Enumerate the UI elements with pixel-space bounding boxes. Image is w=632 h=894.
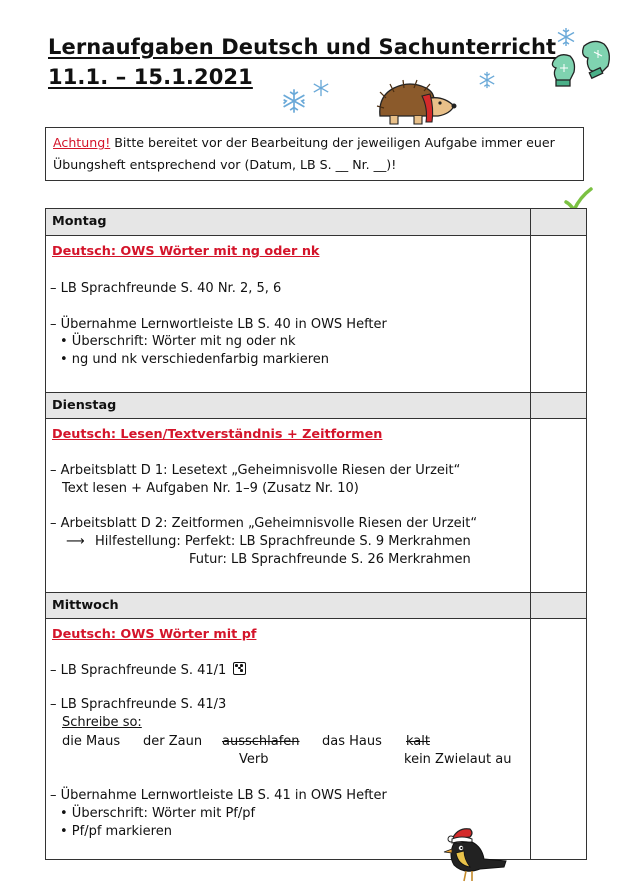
bullet-mittwoch-1: • Überschrift: Wörter mit Pf/pf <box>60 806 256 821</box>
weekly-plan-table <box>45 208 587 860</box>
mittens-icon <box>550 36 614 90</box>
notice-text-1: Bitte bereitet vor der Bearbeitung der jeweiligen Aufgabe immer euer <box>110 135 555 150</box>
snowflake-icon <box>281 88 307 114</box>
task-montag-2: – Übernahme Lernwortleiste LB S. 40 in OWS Hefter <box>50 317 387 332</box>
task-dienstag-2: – Arbeitsblatt D 2: Zeitformen „Geheimnisvolle Riesen der Urzeit“ <box>50 516 478 531</box>
check-cell-montag-header <box>531 209 586 236</box>
notice-warning: Achtung! <box>53 135 111 150</box>
example-word-3: ausschlafen <box>222 734 300 749</box>
schreibe-so-label: Schreibe so: <box>62 715 142 730</box>
task-mittwoch-1-text: – LB Sprachfreunde S. 41/1 <box>50 663 227 678</box>
bullet-montag-2: • ng und nk verschiedenfarbig markieren <box>60 352 330 367</box>
snowflake-icon <box>312 79 330 97</box>
notice-text-2: Übungsheft entsprechend vor (Datum, LB S. __ Nr. __)! <box>53 157 397 172</box>
help-arrow-icon: ⟶ <box>66 534 85 549</box>
page-title: Lernaufgaben Deutsch und Sachunterricht <box>48 35 557 59</box>
example-word-1: die Maus <box>62 734 121 749</box>
notice-box <box>45 127 584 181</box>
task-mittwoch-2: – LB Sprachfreunde S. 41/3 <box>50 697 227 712</box>
example-word-4: das Haus <box>322 734 382 749</box>
day-header-mittwoch: Mittwoch <box>46 592 530 619</box>
check-column-divider <box>530 209 531 859</box>
help-dienstag-2: Futur: LB Sprachfreunde S. 26 Merkrahmen <box>189 552 471 567</box>
check-cell-mittwoch-header <box>531 592 586 619</box>
help-dienstag-1: Hilfestellung: Perfekt: LB Sprachfreunde S. 9 Merkrahmen <box>95 534 471 549</box>
example-note-verb: Verb <box>239 752 269 767</box>
page-date-range: 11.1. – 15.1.2021 <box>48 65 253 89</box>
check-cell-dienstag-header <box>531 392 586 419</box>
bird-icon <box>440 825 512 885</box>
snowflake-icon <box>478 71 496 89</box>
example-word-5: kalt <box>406 734 430 749</box>
subject-montag: Deutsch: OWS Wörter mit ng oder nk <box>52 244 320 259</box>
day-header-dienstag: Dienstag <box>46 392 530 419</box>
subject-mittwoch: Deutsch: OWS Wörter mit pf <box>52 627 257 642</box>
hedgehog-icon <box>374 76 460 130</box>
bullet-montag-1: • Überschrift: Wörter mit ng oder nk <box>60 334 296 349</box>
task-dienstag-1b: Text lesen + Aufgaben Nr. 1–9 (Zusatz Nr. 10) <box>62 481 359 496</box>
example-note-zwielaut: kein Zwielaut au <box>404 752 512 767</box>
bullet-mittwoch-2: • Pf/pf markieren <box>60 824 172 839</box>
task-mittwoch-1 <box>50 662 246 678</box>
task-dienstag-1: – Arbeitsblatt D 1: Lesetext „Geheimnisvolle Riesen der Urzeit“ <box>50 463 461 478</box>
task-mittwoch-3: – Übernahme Lernwortleiste LB S. 41 in OWS Hefter <box>50 788 387 803</box>
dice-icon <box>233 662 246 675</box>
task-montag-1: – LB Sprachfreunde S. 40 Nr. 2, 5, 6 <box>50 281 282 296</box>
subject-dienstag: Deutsch: Lesen/Textverständnis + Zeitformen <box>52 427 383 442</box>
day-header-montag: Montag <box>46 209 530 236</box>
example-word-2: der Zaun <box>143 734 203 749</box>
